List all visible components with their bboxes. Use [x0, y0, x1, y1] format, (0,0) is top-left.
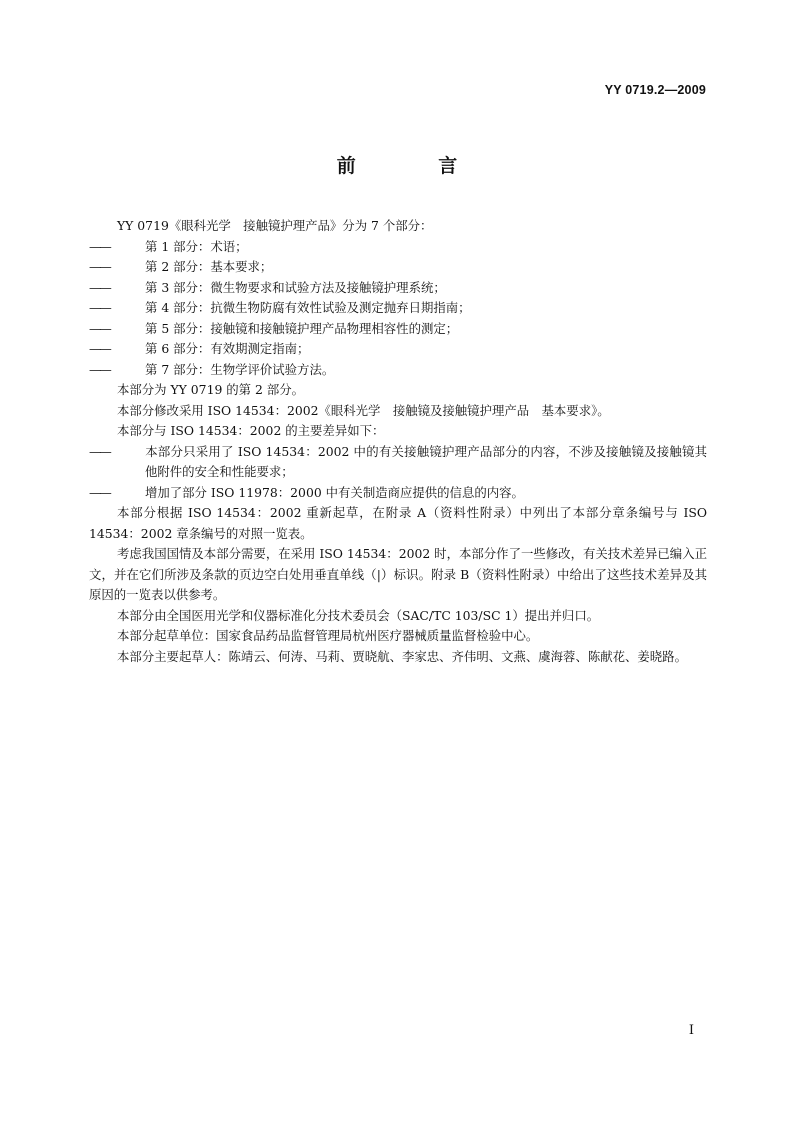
- dash-list-text: 第 1 部分：术语；: [145, 238, 248, 254]
- body-paragraph: 本部分与 ISO 14534：2002 的主要差异如下：: [117, 423, 385, 438]
- dash-list-item: [89, 339, 707, 360]
- body-paragraph: YY 0719《眼科光学 接触镜护理产品》分为 7 个部分：: [117, 218, 433, 233]
- dash-list-text: 第 3 部分：微生物要求和试验方法及接触镜护理系统；: [145, 279, 446, 295]
- page-number: I: [688, 1023, 694, 1038]
- dash-mark: ——: [89, 443, 110, 459]
- dash-list-item: [89, 360, 707, 381]
- dash-mark: ——: [89, 259, 110, 274]
- foreword-body: [89, 216, 707, 667]
- body-paragraph: 本部分由全国医用光学和仪器标准化分技术委员会（SAC/TC 103/SC 1）提出并归口。: [117, 607, 600, 623]
- body-paragraph: 本部分主要起草人：陈靖云、何涛、马莉、贾晓航、李家忠、齐伟明、文燕、虞海蓉、陈献花、姜晓路。: [117, 648, 687, 664]
- dash-mark: ——: [89, 320, 110, 336]
- dash-mark: ——: [89, 484, 110, 500]
- dash-mark: ——: [89, 279, 110, 295]
- dash-list-text: 第 4 部分：抗微生物防腐有效性试验及测定抛弃日期指南；: [145, 300, 471, 315]
- body-paragraph: 考虑我国国情及本部分需要，在采用 ISO 14534：2002 时，本部分作了一些修改，有关技术差异已编入正文，并在它们所涉及条款的页边空白处用垂直单线（|）标识。附录 B（资料性附录）中给出了这些技术差异及其原因的一览表以供参考。: [89, 546, 707, 602]
- dash-list-item: [89, 319, 707, 340]
- body-paragraph: 本部分起草单位：国家食品药品监督管理局杭州医疗器械质量监督检验中心。: [117, 628, 539, 643]
- dash-mark: ——: [89, 238, 110, 254]
- dash-list-text: 增加了部分 ISO 11978：2000 中有关制造商应提供的信息的内容。: [145, 484, 524, 500]
- dash-list-text: 第 5 部分：接触镜和接触镜护理产品物理相容性的测定；: [145, 320, 459, 336]
- dash-mark: ——: [89, 300, 110, 315]
- dash-list-item: [89, 278, 707, 299]
- body-paragraph: 本部分根据 ISO 14534：2002 重新起草，在附录 A（资料性附录）中列出了本部分章条编号与 ISO 14534：2002 章条编号的对照一览表。: [89, 505, 707, 541]
- dash-list-item: [89, 298, 707, 319]
- page-title: 前 言: [336, 155, 496, 177]
- standard-code: YY 0719.2—2009: [604, 83, 706, 97]
- body-paragraph: 本部分修改采用 ISO 14534：2002《眼科光学 接触镜及接触镜护理产品 基本要求》。: [117, 402, 610, 418]
- dash-mark: ——: [89, 341, 110, 356]
- dash-list-item: [89, 257, 707, 278]
- dash-mark: ——: [89, 361, 110, 377]
- dash-list-text: 第 7 部分：生物学评价试验方法。: [145, 361, 335, 377]
- dash-list-item: [89, 237, 707, 258]
- dash-list-text: 本部分只采用了 ISO 14534：2002 中的有关接触镜护理产品部分的内容，不涉及接触镜及接触镜其他附件的安全和性能要求；: [145, 443, 707, 479]
- dash-list-item: [89, 442, 707, 483]
- dash-list-text: 第 2 部分：基本要求；: [145, 259, 273, 274]
- body-paragraph: 本部分为 YY 0719 的第 2 部分。: [117, 382, 304, 397]
- dash-list-item: [89, 483, 707, 504]
- dash-list-text: 第 6 部分：有效期测定指南；: [145, 341, 310, 356]
